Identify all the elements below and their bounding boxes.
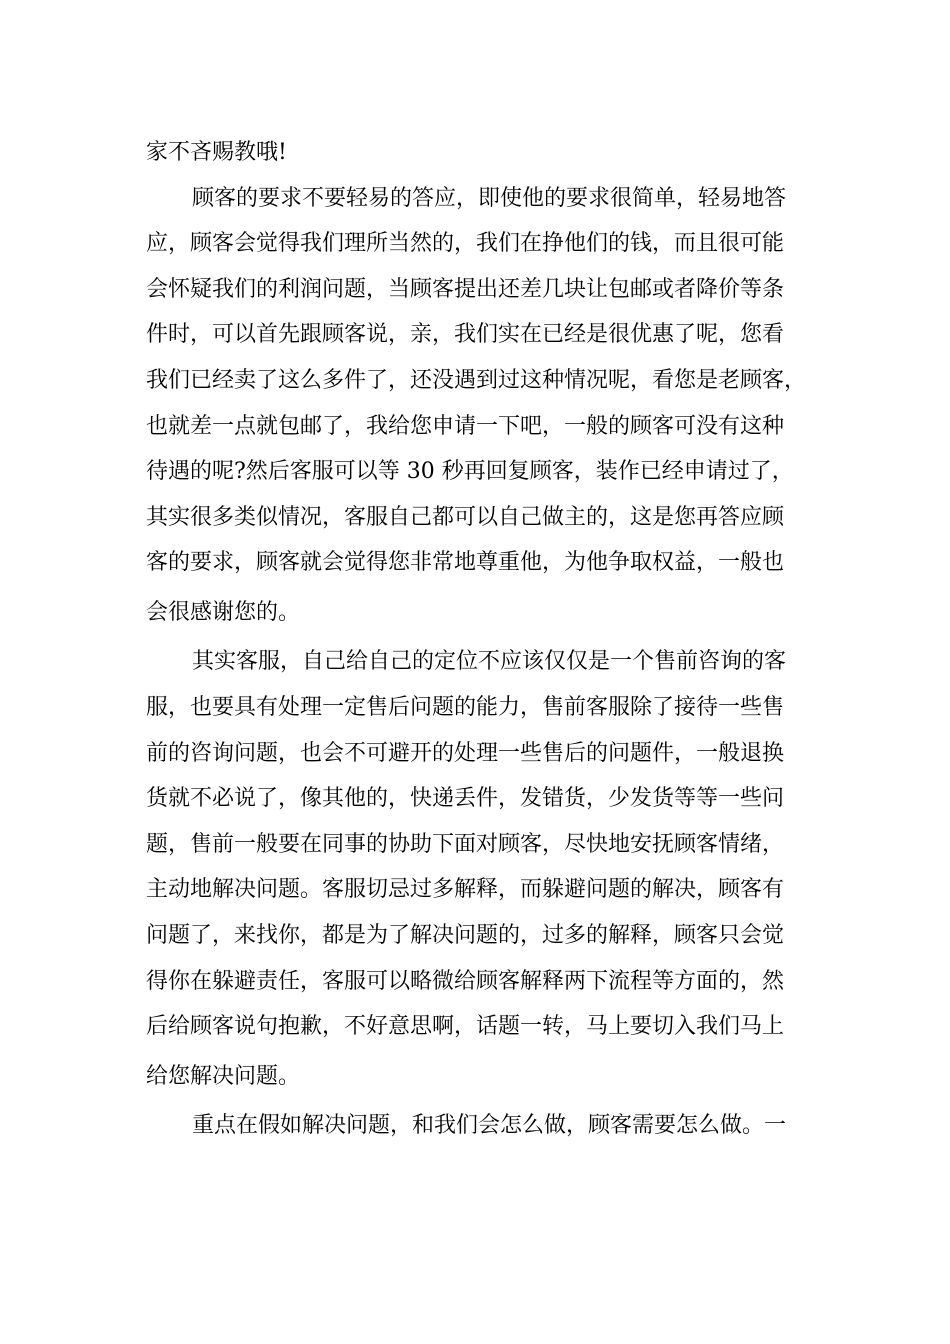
text-line: 件时，可以首先跟顾客说，亲，我们实在已经是很优惠了呢，您看 xyxy=(146,322,785,348)
text-line: 货就不必说了，像其他的，快递丢件，发错货，少发货等等一些问 xyxy=(146,786,785,812)
text-line: 问题了，来找你，都是为了解决问题的，过多的解释，顾客只会觉 xyxy=(146,923,785,948)
text-line: 得你在躲避责任，客服可以略微给顾客解释两下流程等方面的，然 xyxy=(146,968,785,994)
text-line: 前的咨询问题，也会不可避开的处理一些售后的问题件，一般退换 xyxy=(146,740,785,766)
text-line: 客的要求，顾客就会觉得您非常地尊重他，为他争取权益，一般也 xyxy=(146,550,785,576)
document-body xyxy=(146,130,826,1149)
text-line: 应，顾客会觉得我们理所当然的，我们在挣他们的钱，而且很可能 xyxy=(146,231,785,257)
text-line: 后给顾客说句抱歉，不好意思啊，话题一转，马上要切入我们马上 xyxy=(146,1014,785,1040)
text-line: 也就差一点就包邮了，我给您申请一下吧，一般的顾客可没有这种 xyxy=(146,413,785,439)
paragraph-end-line: 会很感谢您的。 xyxy=(146,599,301,625)
text-line: 主动地解决问题。客服切忌过多解释，而躲避问题的解决，顾客有 xyxy=(146,877,785,903)
text-line: 会怀疑我们的利润问题，当顾客提出还差几块让包邮或者降价等条 xyxy=(146,276,785,302)
text-line: 家不吝赐教哦! xyxy=(146,140,287,165)
text-line: 其实很多类似情况，客服自己都可以自己做主的，这是您再答应顾 xyxy=(146,504,785,530)
text-line: 待遇的呢?然后客服可以等 30 秒再回复顾客，装作已经申请过了， xyxy=(146,459,794,485)
text-line: 服，也要具有处理一定售后问题的能力，售前客服除了接待一些售 xyxy=(146,695,785,721)
text-line: 题，售前一般要在同事的协助下面对顾客，尽快地安抚顾客情绪， xyxy=(146,831,785,857)
paragraph-start-line: 其实客服，自己给自己的定位不应该仅仅是一个售前咨询的客 xyxy=(192,649,787,675)
paragraph-start-line: 重点在假如解决问题，和我们会怎么做，顾客需要怎么做。一 xyxy=(192,1113,787,1139)
paragraph-start-line: 顾客的要求不要轻易的答应，即使他的要求很简单，轻易地答 xyxy=(192,185,787,211)
text-line: 我们已经卖了这么多件了，还没遇到过这种情况呢，看您是老顾客， xyxy=(146,367,807,393)
paragraph-end-line: 给您解决问题。 xyxy=(146,1063,301,1089)
